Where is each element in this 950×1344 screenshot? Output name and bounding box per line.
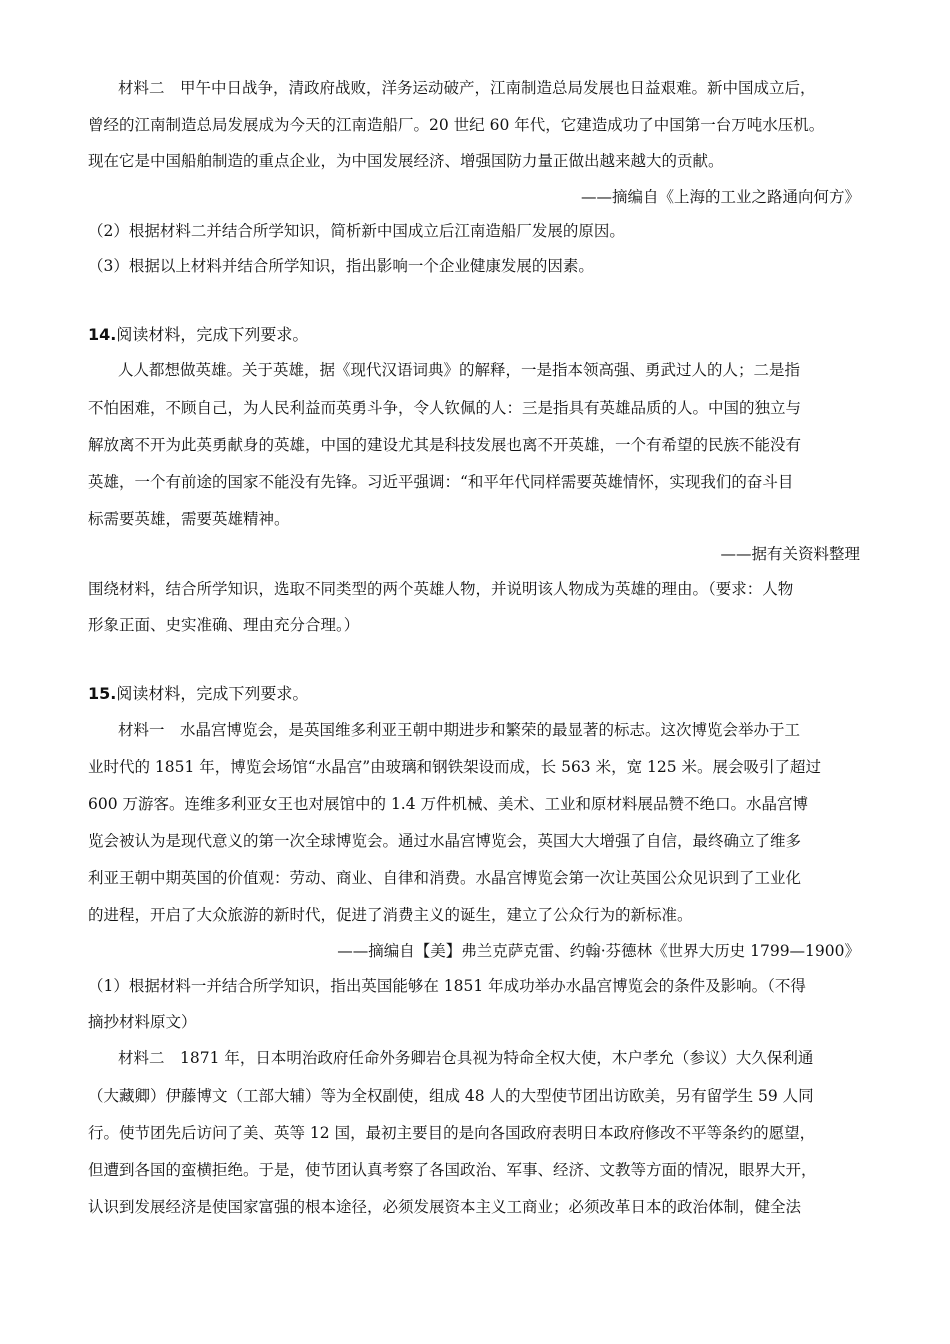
q15-material2-line-1: 材料二 1871 年，日本明治政府任命外务卿岩仓具视为特命全权大使，木户孝允（参议）大久保利通 bbox=[118, 1049, 814, 1067]
q15-material2-line-5: 认识到发展经济是使国家富强的根本途径，必须发展资本主义工商业；必须改革日本的政治体制，健全法 bbox=[88, 1198, 802, 1216]
q15-heading-text: 阅读材料，完成下列要求。 bbox=[116, 684, 309, 703]
q15-material1-line-1: 材料一 水晶宫博览会，是英国维多利亚王朝中期进步和繁荣的最显著的标志。这次博览会举办于工 bbox=[118, 721, 801, 739]
q15-sub1-line-2: 摘抄材料原文） bbox=[88, 1013, 197, 1031]
material2-line-3: 现在它是中国船舶制造的重点企业，为中国发展经济、增强国防力量正做出越来越大的贡献。 bbox=[88, 152, 724, 170]
material2-line-1: 材料二 甲午中日战争，清政府战败，洋务运动破产，江南制造总局发展也日益艰难。新中国成立后， bbox=[118, 79, 816, 97]
q13-sub2-question: （2）根据材料二并结合所学知识，简析新中国成立后江南造船厂发展的原因。 bbox=[88, 222, 625, 240]
material2-line-2: 曾经的江南制造总局发展成为今天的江南造船厂。20 世纪 60 年代，它建造成功了中国第一台万吨水压机。 bbox=[88, 116, 825, 134]
q13-sub3-question: （3）根据以上材料并结合所学知识，指出影响一个企业健康发展的因素。 bbox=[88, 257, 594, 275]
q15-material2-line-3: 行。使节团先后访问了美、英等 12 国，最初主要目的是向各国政府表明日本政府修改不平等条约的愿望， bbox=[88, 1124, 816, 1142]
q15-material1-line-4: 览会被认为是现代意义的第一次全球博览会。通过水晶宫博览会，英国大大增强了自信，最终确立了维多 bbox=[88, 832, 802, 850]
material2-source: ——摘编自《上海的工业之路通向何方》 bbox=[580, 188, 860, 206]
q14-material-line-4: 英雄，一个有前途的国家不能没有先锋。习近平强调：“和平年代同样需要英雄情怀，实现我们的奋斗目 bbox=[88, 473, 794, 491]
q14-heading-text: 阅读材料，完成下列要求。 bbox=[116, 325, 309, 344]
q15-material2-line-2: （大藏卿）伊藤博文（工部大辅）等为全权副使，组成 48 人的大型使节团出访欧美，另有留学生 59 人同 bbox=[88, 1087, 814, 1105]
q14-prompt-line-1: 围绕材料，结合所学知识，选取不同类型的两个英雄人物，并说明该人物成为英雄的理由。（要求：人物 bbox=[88, 580, 794, 598]
q15-heading bbox=[88, 684, 308, 704]
q15-material2-line-4: 但遭到各国的蛮横拒绝。于是，使节团认真考察了各国政治、军事、经济、文教等方面的情况，眼界大开， bbox=[88, 1161, 817, 1179]
q14-heading bbox=[88, 325, 308, 345]
q15-material1-source: ——摘编自【美】弗兰克萨克雷、约翰·芬德林《世界大历史 1799—1900》 bbox=[337, 942, 860, 960]
q14-material-line-5: 标需要英雄，需要英雄精神。 bbox=[88, 510, 290, 528]
q14-material-line-1: 人人都想做英雄。关于英雄，据《现代汉语词典》的解释，一是指本领高强、勇武过人的人；二是指 bbox=[118, 361, 801, 379]
q14-material-line-3: 解放离不开为此英勇献身的英雄，中国的建设尤其是科技发展也离不开英雄，一个有希望的民族不能没有 bbox=[88, 436, 802, 454]
q14-source: ——据有关资料整理 bbox=[720, 545, 860, 563]
q14-material-line-2: 不怕困难，不顾自己，为人民利益而英勇斗争，令人钦佩的人：三是指具有英雄品质的人。中国的独立与 bbox=[88, 399, 802, 417]
q15-sub1-line-1: （1）根据材料一并结合所学知识，指出英国能够在 1851 年成功举办水晶宫博览会的条件及影响。（不得 bbox=[88, 977, 806, 995]
q14-number: 14. bbox=[88, 325, 117, 344]
q15-number: 15. bbox=[88, 684, 117, 703]
q15-material1-line-5: 利亚王朝中期英国的价值观：劳动、商业、自律和消费。水晶宫博览会第一次让英国公众见识到了工业化 bbox=[88, 869, 802, 887]
q15-material1-line-2: 业时代的 1851 年，博览会场馆“水晶宫”由玻璃和钢铁架设而成，长 563 米，宽 125 米。展会吸引了超过 bbox=[88, 758, 822, 776]
q15-material1-line-6: 的进程，开启了大众旅游的新时代，促进了消费主义的诞生，建立了公众行为的新标准。 bbox=[88, 906, 693, 924]
q14-prompt-line-2: 形象正面、史实准确、理由充分合理。） bbox=[88, 616, 360, 634]
q15-material1-line-3: 600 万游客。连维多利亚女王也对展馆中的 1.4 万件机械、美术、工业和原材料展品赞不绝口。水晶宫博 bbox=[88, 795, 809, 813]
